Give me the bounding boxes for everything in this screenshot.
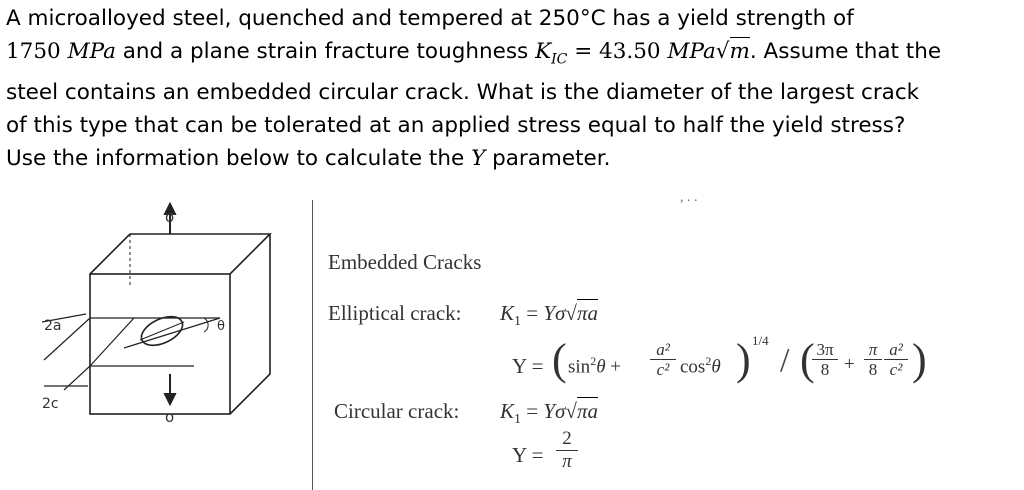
elliptical-k-equation [500,301,598,330]
sigma-bottom-label: σ [165,408,175,426]
circular-crack-label: Circular crack: [334,399,460,423]
cos-exponent: 2 [705,354,712,368]
k-subscript: IC [551,51,568,68]
sigma-top-label: σ [165,208,175,226]
left-paren: ( [552,335,567,384]
pi-a: πa [576,301,598,325]
frac-den: c² [889,360,903,379]
division-slash: / [780,342,790,379]
elliptical-crack-label: Elliptical crack: [328,301,462,325]
sqrt-symbol: √ [715,39,730,64]
label-theta: θ [217,319,225,334]
plus-sign: + [610,356,621,378]
question-line-2-text: and a plane strain fracture toughness [115,39,536,64]
circular-k-equation [500,399,598,428]
label-2a: 2a [44,318,62,334]
equals-sign: = [531,443,544,467]
fraction-a2-c2-b [884,340,908,379]
stray-marks: , . . [680,190,698,205]
equals-sign: = [526,301,539,325]
question-line-4-text: of this type that can be tolerated at an applied stress equal to half the yield stress? [6,113,906,139]
sin-term [568,354,621,378]
frac-num: 2 [556,428,578,451]
pi-a: πa [576,399,598,423]
plus-sign-2: + [844,354,855,375]
question-line-1-text: A microalloyed steel, quenched and tempered at 250°C has a yield strength of [6,6,854,31]
cos-text: cos [680,356,706,378]
frac-den: π [562,451,572,472]
question-line-5-end: parameter. [485,146,611,172]
y-sigma: Yσ [543,301,566,325]
frac-den: 8 [820,360,830,379]
cos-term [680,354,721,378]
question-line-5-text: Use the information below to calculate the [6,146,472,172]
yield-strength-value: 1750 [6,39,68,64]
sqrt-symbol: √ [565,301,577,325]
y-sigma: Yσ [543,399,566,423]
fraction-2-pi [556,428,578,473]
theta: θ [711,356,721,378]
frac-num: 3π [812,340,838,360]
frac-num: a² [650,340,676,360]
k-symbol: K [535,39,552,64]
fraction-pi-8 [864,340,882,379]
frac-den: c² [656,360,670,379]
label-2c: 2c [42,396,59,412]
frac-num: a² [884,340,908,360]
exponent-quarter: 1/4 [752,333,769,348]
circular-y-lhs [512,443,543,468]
unit-mpa: MPa [67,39,116,64]
sin-exponent: 2 [590,354,597,368]
unit-mpa-2: MPa [667,39,716,64]
embedded-cracks-heading: Embedded Cracks [328,250,482,274]
right-paren-2: ) [912,335,927,384]
sin-text: sin [568,356,591,378]
unit-m: m [729,39,750,64]
right-paren: ) [736,335,751,384]
theta: θ [596,356,606,378]
question-line-3-text: steel contains an embedded circular crack. What is the diameter of the largest crack [6,80,920,106]
y-symbol: Y [471,146,486,172]
fraction-3pi-8 [812,340,838,379]
frac-num: π [864,340,882,360]
frac-den: 8 [868,360,878,379]
left-paren-2: ( [800,335,815,384]
sqrt-symbol: √ [565,399,577,423]
k-subscript: 1 [514,314,522,330]
equals-sign: = [531,354,544,378]
elliptical-y-lhs [512,354,543,379]
equals-sign: = [526,399,539,423]
k-symbol: K [500,399,515,423]
k-subscript: 1 [514,412,522,428]
k-symbol: K [500,301,515,325]
y-label: Y [512,354,527,378]
question-line-2-end: . Assume that the [749,39,942,64]
y-label: Y [512,443,527,467]
toughness-value: = 43.50 [567,39,668,64]
fraction-a2-c2 [650,340,676,379]
